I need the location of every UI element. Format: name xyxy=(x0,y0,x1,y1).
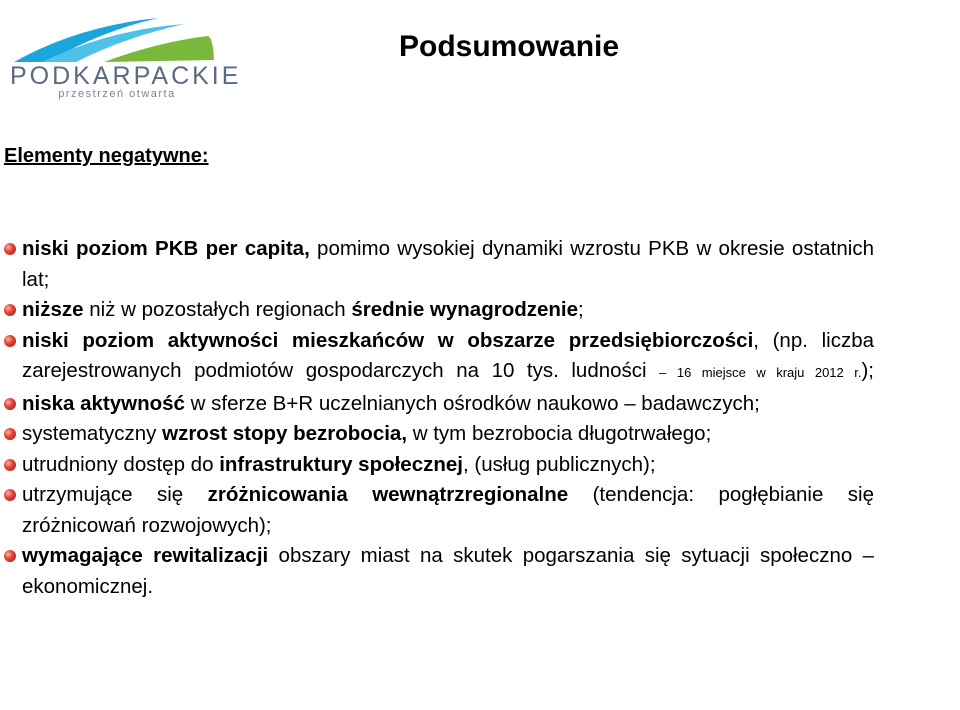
bullet-text: (tendencja: pogłębianie się zróżnicowań rozwojowych); xyxy=(22,483,875,537)
bullet-icon xyxy=(4,550,16,562)
bullet-text: pomimo wysokiej dynamiki wzrostu PKB w okresie ostatnich lat; xyxy=(22,237,874,291)
bullet-text: w sferze B+R uczelnianych ośrodków naukowo – badawczych; xyxy=(184,391,760,415)
list-item xyxy=(22,480,874,541)
bullet-text: , (np. liczba zarejestrowanych podmiotów gospodarczych na 10 tys. ludności xyxy=(22,328,874,382)
bullet-icon xyxy=(4,489,16,501)
bullet-text-bold: infrastruktury społecznej xyxy=(219,452,463,476)
bullet-text-small: – 16 miejsce w kraju 2012 r. xyxy=(659,365,862,380)
logo-tagline: przestrzeń otwarta xyxy=(58,88,176,100)
bullet-icon xyxy=(4,428,16,440)
bullet-text-bold: zróżnicowania wewnątrzregionalne xyxy=(207,483,569,506)
list-item xyxy=(22,234,874,295)
bullet-icon xyxy=(4,335,16,347)
section-heading: Elementy negatywne: xyxy=(4,145,209,167)
bullet-text: utrzymujące się xyxy=(22,483,208,506)
bullet-text: , (usług publicznych); xyxy=(462,452,656,476)
bullet-text-bold: niższe xyxy=(22,298,84,321)
logo-swoosh-icon xyxy=(8,16,228,66)
list-item xyxy=(22,326,874,389)
list-item xyxy=(22,389,874,420)
bullet-text-bold: niski poziom aktywności mieszkańców w obszarze przedsiębiorczości xyxy=(22,328,754,352)
bullet-text-bold: wymagające rewitalizacji xyxy=(22,544,269,567)
bullet-text-bold: wzrost stopy bezrobocia, xyxy=(162,422,408,445)
bullet-text: utrudniony dostęp do xyxy=(22,452,220,476)
list-item xyxy=(22,295,874,326)
bullet-icon xyxy=(4,304,16,316)
bullet-text-bold: niska aktywność xyxy=(22,391,185,415)
logo xyxy=(8,16,242,100)
bullet-text-bold: średnie wynagrodzenie xyxy=(351,298,579,321)
negative-elements-list xyxy=(22,234,874,602)
bullet-text: niż w pozostałych regionach xyxy=(83,298,352,321)
bullet-text: systematyczny xyxy=(22,422,163,445)
bullet-text-bold: niski poziom PKB per capita, xyxy=(22,237,310,260)
bullet-text: w tym bezrobocia długotrwałego; xyxy=(407,422,712,445)
bullet-icon xyxy=(4,398,16,410)
list-item xyxy=(22,419,874,450)
bullet-icon xyxy=(4,243,16,255)
page-title: Podsumowanie xyxy=(399,30,620,63)
logo-name: PODKARPACKIE xyxy=(10,62,242,90)
bullet-text: ); xyxy=(861,359,874,382)
list-item xyxy=(22,541,874,602)
bullet-text: ; xyxy=(578,298,584,321)
list-item xyxy=(22,450,874,481)
bullet-icon xyxy=(4,459,16,471)
bullet-text: obszary miast na skutek pogarszania się sytuacji społeczno – ekonomicznej. xyxy=(22,544,875,598)
